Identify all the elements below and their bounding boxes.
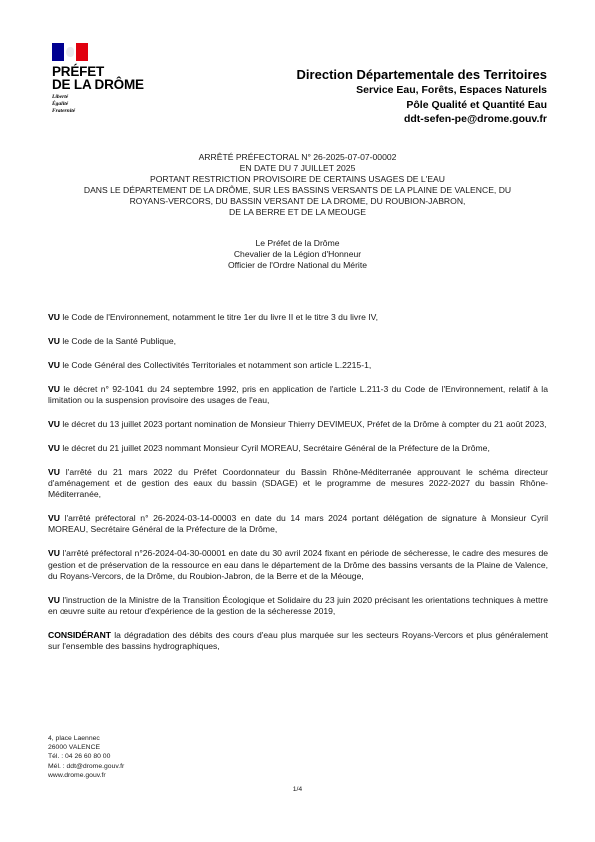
decree-body (48, 312, 548, 665)
page-number: 1/4 (292, 786, 303, 793)
footer-city: 26000 VALENCE (48, 744, 101, 752)
recital-paragraph: VU le Code Général des Collectivités Territoriales et notamment son article L.2215-1, (48, 359, 372, 370)
issuer-pole: Pôle Qualité et Quantité Eau (406, 98, 547, 111)
decree-title: ARRÊTÉ PRÉFECTORAL N° 26-2025-07-07-00002 EN DATE DU 7 JUILLET 2025 PORTANT RESTRICTION PROVISOIRE DE CERTAINS USAGES DE L'EAU DANS LE DÉPARTEMENT DE LA DRÔME, SUR LES BASSINS VERSANTS DE LA PLAINE DE VALENCE, DU ROYANS-VERCORS, DU BASSIN VERSANT DE LA DROME, DU ROUBION-JABRON, DE LA BERRE ET DE LA MEOUGE (83, 152, 512, 217)
logo-name: PRÉFET DE LA DRÔME (52, 64, 144, 92)
footer-street: 4, place Laennec (48, 735, 100, 742)
logo-motto: Liberté Égalité Fraternité (52, 94, 76, 114)
signatory-block: Le Préfet de la Drôme Chevalier de la Légion d'Honneur Officier de l'Ordre National du Mérite (227, 238, 368, 270)
address-footer (48, 734, 124, 780)
issuer-header (297, 67, 547, 127)
footer-email[interactable]: Mél. : ddt@drome.gouv.fr (48, 762, 125, 770)
recital-paragraph: VU l'arrêté du 21 mars 2022 du Préfet Coordonnateur du Bassin Rhône-Méditerranée approuvant le schéma directeur d'aménagement et de gestion des eaux du bassin (SDAGE) et le programme de mesures 2022-2027 du bassin Rhône-Méditerranée, (48, 466, 548, 500)
footer-phone: Tél. : 04 26 60 80 00 (48, 753, 111, 761)
footer-website[interactable]: www.drome.gouv.fr (48, 771, 106, 779)
recital-paragraph: VU le décret du 13 juillet 2023 portant nomination de Monsieur Thierry DEVIMEUX, Préfet de la Drôme à compter du 21 août 2023, (48, 418, 547, 429)
recital-paragraph: VU l'arrêté préfectoral n°26-2024-04-30-00001 en date du 30 avril 2024 fixant en période de sécheresse, le cadre des mesures de gestion et de préservation de la ressource en eau dans le département de la Drôme des bassins versants de la Plaine de Valence, du Royans-Vercors, de la Drôme, du Roubion-Jabron, de la Berre et de la Méouge, (48, 548, 548, 581)
prefecture-logo (52, 43, 162, 115)
recital-paragraph: VU le décret n° 92-1041 du 24 septembre 1992, pris en application de l'article L.211-3 du Code de l'Environnement, relatif à la limitation ou la suspension provisoire des usages de l'eau, (48, 383, 548, 405)
recital-paragraph: VU le Code de l'Environnement, notamment le titre 1er du livre II et le titre 3 du livre IV, (48, 312, 378, 322)
issuer-title: Direction Départementale des Territoires (296, 67, 547, 82)
considering-paragraph: CONSIDÉRANT la dégradation des débits des cours d'eau plus marquée sur les secteurs Royans-Vercors et plus généralement sur l'ensemble des bassins hydrographiques, (48, 629, 548, 652)
recital-paragraph: VU l'arrêté préfectoral n° 26-2024-03-14-00003 en date du 14 mars 2024 portant délégation de signature à Monsieur Cyril MOREAU, Secrétaire Général de la Préfecture de la Drôme, (48, 513, 548, 535)
recital-paragraph: VU l'instruction de la Ministre de la Transition Écologique et Solidaire du 23 juin 2020 précisant les orientations techniques à mettre en œuvre suite au retour d'expérience de la gestion de la sécheresse 2019, (48, 594, 548, 617)
issuer-email[interactable]: ddt-sefen-pe@drome.gouv.fr (403, 113, 547, 125)
recital-paragraph: VU le Code de la Santé Publique, (48, 335, 177, 346)
recital-paragraph: VU le décret du 21 juillet 2023 nommant Monsieur Cyril MOREAU, Secrétaire Général de la Préfecture de la Drôme, (48, 442, 490, 453)
marianne-flag-icon (52, 43, 88, 61)
issuer-service: Service Eau, Forêts, Espaces Naturels (356, 84, 547, 96)
